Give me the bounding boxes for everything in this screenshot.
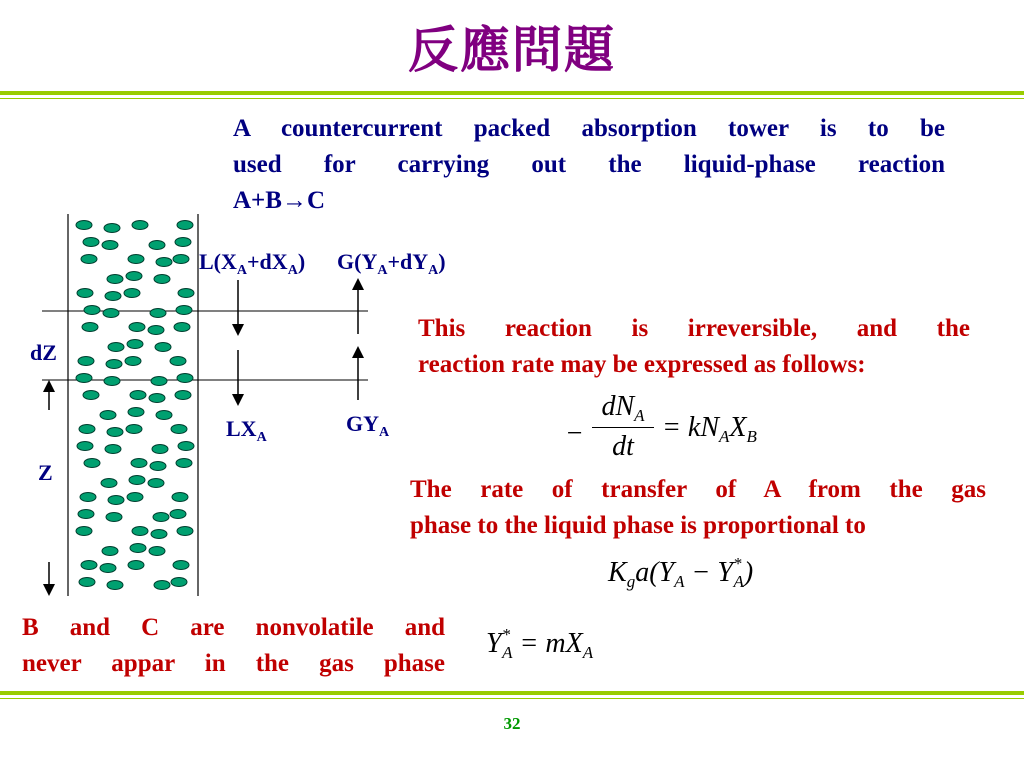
packing-ring (149, 241, 165, 250)
packing-ring (128, 408, 144, 417)
packing-ring (132, 527, 148, 536)
packing-ring (100, 411, 116, 420)
packing-ring (80, 493, 96, 502)
packing-ring (106, 513, 122, 522)
intro-line-1: A countercurrent packed absorption tower is to be (233, 115, 945, 142)
packing-ring (154, 275, 170, 284)
packing-ring (156, 258, 172, 267)
packing-ring (175, 238, 191, 247)
packing-ring (131, 459, 147, 468)
packing-ring (170, 357, 186, 366)
packing-ring (173, 561, 189, 570)
packing-ring (127, 493, 143, 502)
packing-ring (106, 360, 122, 369)
rate-rhs: = $kN_AX_B$ (662, 412, 757, 446)
packing-ring (79, 425, 95, 434)
packing-ring (170, 510, 186, 519)
packing-ring (79, 578, 95, 587)
packing-ring (130, 544, 146, 553)
packing-ring (102, 241, 118, 250)
packing-ring (124, 289, 140, 298)
packing-ring (177, 374, 193, 383)
transfer-line-2: phase to the liquid phase is proportional to (410, 512, 866, 539)
equilibrium-equation: $Y^*_A = mX_A$ (486, 625, 594, 662)
packing-ring (76, 527, 92, 536)
liquid-bottom-label: $LX_A$ (226, 416, 267, 445)
packing-ring (148, 479, 164, 488)
transfer-paragraph (410, 472, 986, 544)
transfer-rate-expression: $K_ga(Y_A - Y^*_A)$ (608, 554, 754, 591)
gas-bottom-label: $GY_A$ (346, 411, 390, 440)
packing-ring (104, 224, 120, 233)
irreversible-line-1: This reaction is irreversible, and the (418, 315, 970, 342)
packing-ring (178, 289, 194, 298)
packing-ring (103, 309, 119, 318)
packing-ring (176, 306, 192, 315)
rate-fraction (592, 391, 654, 471)
rate-numerator: $dN_A$ (601, 391, 645, 425)
packing-ring (78, 357, 94, 366)
packing-ring (149, 394, 165, 403)
packing-ring (156, 411, 172, 420)
liquid-top-label: $L(X_A+dX_A)$ (199, 249, 306, 278)
irreversible-line-2: reaction rate may be expressed as follows: (418, 351, 866, 378)
transfer-line-1: The rate of transfer of A from the gas (410, 476, 986, 503)
bc-note-paragraph (22, 610, 445, 682)
packing-ring (150, 462, 166, 471)
packing-ring (107, 428, 123, 437)
packing-ring (154, 581, 170, 590)
packing-ring (127, 340, 143, 349)
header-rule-thick (0, 91, 1024, 95)
packing-ring (81, 561, 97, 570)
packing-ring (176, 459, 192, 468)
packing-ring (101, 479, 117, 488)
packing-ring (102, 547, 118, 556)
packing-ring (83, 238, 99, 247)
packing-ring (104, 377, 120, 386)
packing-ring (107, 581, 123, 590)
packing-ring (171, 578, 187, 587)
packing-ring (77, 442, 93, 451)
packing-ring (84, 306, 100, 315)
packing-ring (151, 377, 167, 386)
packing-ring (129, 323, 145, 332)
packing-ring (148, 326, 164, 335)
packing-ring (174, 323, 190, 332)
packing-ring (153, 513, 169, 522)
intro-line-2: used for carrying out the liquid-phase reaction (233, 151, 945, 178)
packing-ring (177, 527, 193, 536)
intro-line-3: A+B→C (233, 187, 326, 214)
packing-ring (82, 323, 98, 332)
slide-title: 反應問題 (408, 21, 616, 79)
packing-ring (76, 374, 92, 383)
packing-ring (152, 445, 168, 454)
rate-denominator: dt (612, 431, 634, 462)
footer-rule-thin (0, 698, 1024, 699)
packing-ring (178, 442, 194, 451)
packing-ring (155, 343, 171, 352)
packing-ring (171, 425, 187, 434)
packing-ring (76, 221, 92, 230)
packing-ring (150, 309, 166, 318)
packing-ring (107, 275, 123, 284)
gas-top-label: $G(Y_A+dY_A)$ (337, 249, 446, 278)
packing-ring (151, 530, 167, 539)
fraction-bar (592, 427, 654, 428)
packing-ring (128, 561, 144, 570)
packing-ring (128, 255, 144, 264)
packing-ring (108, 343, 124, 352)
irreversible-paragraph (418, 311, 970, 383)
packing-ring (108, 496, 124, 505)
bc-note-line-2: never appar in the gas phase (22, 650, 445, 677)
packing-ring (105, 292, 121, 301)
packing-ring (175, 391, 191, 400)
page-number: 32 (503, 714, 521, 733)
packing-ring (100, 564, 116, 573)
packing-ring (126, 272, 142, 281)
packing-ring (105, 445, 121, 454)
packing-ring (132, 221, 148, 230)
packing-ring (149, 547, 165, 556)
packing-ring (78, 510, 94, 519)
packing-ring (83, 391, 99, 400)
dz-label: dZ (30, 340, 57, 365)
packing-ring (84, 459, 100, 468)
packing-ring (129, 476, 145, 485)
packing-rings (76, 221, 194, 590)
packing-ring (126, 425, 142, 434)
packing-ring (125, 357, 141, 366)
packing-ring (77, 289, 93, 298)
packing-ring (177, 221, 193, 230)
footer-rule-thick (0, 691, 1024, 695)
packing-ring (173, 255, 189, 264)
z-label: Z (38, 460, 53, 485)
header-rule-thin (0, 98, 1024, 99)
packing-ring (81, 255, 97, 264)
packing-ring (172, 493, 188, 502)
rate-minus-sign: − (565, 418, 584, 449)
packing-ring (130, 391, 146, 400)
bc-note-line-1: B and C are nonvolatile and (22, 614, 445, 641)
